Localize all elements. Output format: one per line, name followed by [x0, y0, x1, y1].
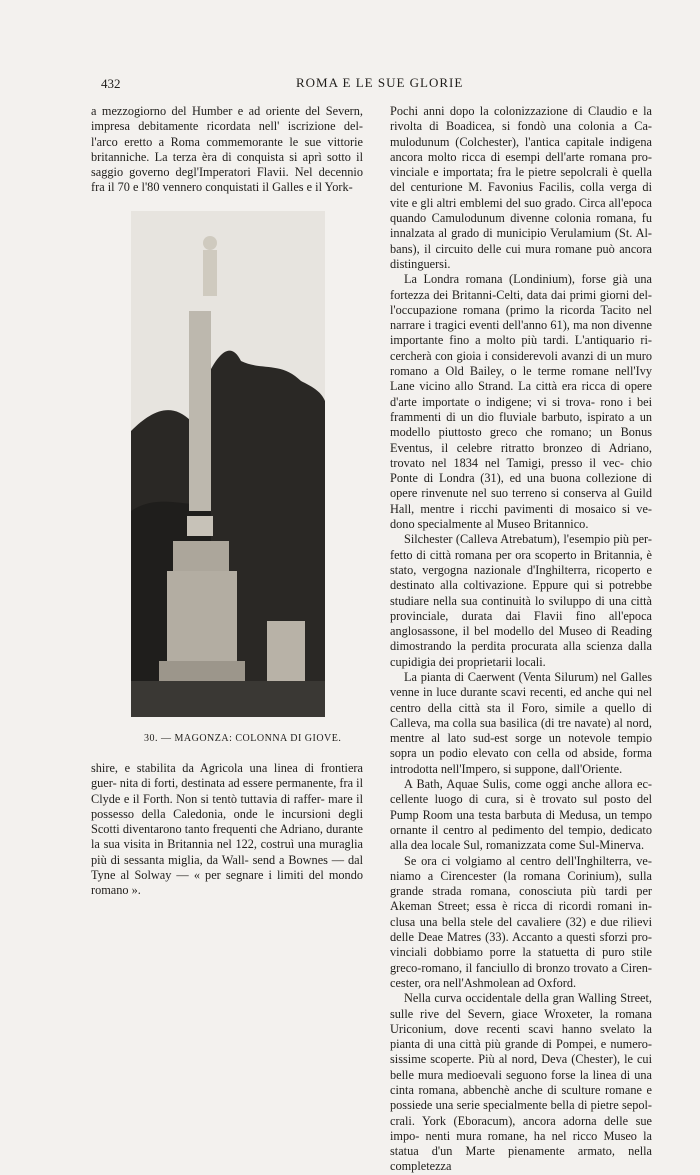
paragraph: A Bath, Aquae Sulis, come oggi anche allora ec- cellente luogo di cura, si è trovato sul posto del Pump Room una testa barbuta di Medusa, un tempo ornante il centro al pedimento del tempio, dedicato alla dea locale Sul, romanizzata come Sul-Minerva. [390, 777, 652, 853]
figure-caption: 30. — MAGONZA: COLONNA DI GIOVE. [144, 733, 342, 744]
paragraph: Nella curva occidentale della gran Walling Street, sulle rive del Severn, giace Wroxeter, la romana Uriconium, dove recenti scavi hanno svelato la pianta di una città più grande di Pompei, e numero- sissime scoperte. Più al nord, Deva (Chester), le cui belle mura medioevali seguono forse la linea di una cinta romana, abbenchè anche di sculture romane e possiede una serie specialmente bella di pietre sepol- crali. York (Eboracum), ancora adorna delle sue impo- nenti mura romane, ha nel ricco Museo la statua d'un Marte pienamente armato, nella completezza [390, 991, 652, 1174]
ground [131, 681, 325, 717]
statue [203, 236, 217, 250]
column-base [167, 571, 237, 661]
small-altar [267, 621, 305, 681]
paragraph: Pochi anni dopo la colonizzazione di Claudio e la rivolta di Boadicea, si fondò una colonia a Ca- mulodunum (Colchester), l'antica capitale indigena ancora molto ricca di esempi dell'arte romana pro- vinciale e importata; fra le pietre sepolcrali è quella del centurione M. Favonius Facilis, colla verga di vite e gli altri emblemi del suo grado. Circa all'epoca quando Camulodunum divenne colonia romana, fu innalzata al grado di municipio Verulamium (St. Al- bans), il circuito delle cui mura romane può ancora distinguersi. [390, 104, 652, 271]
paragraph: shire, e stabilita da Agricola una linea di frontiera guer- nita di forti, destinata ad essere permanente, fra il Clyde e il Forth. Non si tentò tuttavia di raffer- mare il possesso della Caledonia, onde le incursioni degli Scotti diventarono tanto frequenti che Adriano, durante la sua visita in Britannia nel 122, costruì una muraglia più di sessanta miglia, da Wall- send a Bownes — dal Tyne al Solway — « per segnare i limiti del mondo romano ». [91, 761, 363, 898]
left-column-top [91, 104, 363, 196]
paragraph: Se ora ci volgiamo al centro dell'Inghilterra, ve- niamo a Cirencester (la romana Corinium), sulla grande strada romana, conosciuta più tardi per Akeman Street; essa è ricca di ricordi romani in- clusa una bella stele del cavaliere (32) e due rilievi delle Deae Matres (33). Accanto a questi sforzi pro- vinciali dobbiamo porre la statuetta di puro stile greco-romano, il fanciullo di bronzo trovato a Ciren- cester, ora nell'Ashmolean ad Oxford. [390, 853, 652, 990]
left-column-bottom [91, 761, 363, 899]
paragraph: Silchester (Calleva Atrebatum), l'esempio più per- fetto di città romana per ora scoperto in Britannia, è stato, vergogna nazionale d'Inghilterra, ricoperto e destinato alla coltivazione. Eppure qui si potrebbe studiare nella sua continuità lo sviluppo di una città provinciale, durata dai Flavii fino all'epoca anglosassone, il bel modello del Museo di Reading dimostrando la perdita procurata alla scienza dalla cupidigia dei proprietarii locali. [390, 532, 652, 669]
column-shaft [189, 311, 211, 511]
right-column [390, 104, 652, 1175]
paragraph: La pianta di Caerwent (Venta Silurum) nel Galles venne in luce durante scavi recenti, ed anche qui nel centro della città sta il Foro, simile a quello di Calleva, ma colla sua basilica (di tre navate) al nord, mentre al lato sud-est sorge un notevole tempio sopra un podio elevato con cella od abside, forma introdotta nell'Impero, si suppone, dall'Oriente. [390, 669, 652, 776]
paragraph: a mezzogiorno del Humber e ad oriente del Severn, impresa debitamente ricordata nell' iscrizione del- l'arco eretto a Roma commemorante le sue vittorie britanniche. La terza èra di conquista si aprì sotto il saggio governo degl'Imperatori Flavii. Nel decennio fra il 70 e l'80 vennero conquistati il Galles e il York- [91, 104, 363, 195]
page-number: 432 [101, 76, 121, 91]
figure-photo [131, 211, 325, 717]
paragraph: La Londra romana (Londinium), forse già una fortezza dei Britanni-Celti, data dai primi giorni del- l'occupazione romana (primo la ricorda Tacito nel narrare i tragici eventi dell'anno 61), ma non divenne importante fino a molto più tardi. L'antiquario ri- cercherà con gioia i considerevoli avanzi di un muro romano a Old Bailey, o le terme romane nell'Ivy Lane vicino allo Strand. La città era ricca di opere d'arte importate o indigene; vi si trova- rono i bei frammenti di un dio fluviale barbuto, ispirato a un modello piuttosto greco che romano; un Bonus Eventus, il celebre ritratto bronzeo di Adriano, trovato nel 1834 nel Tamigi, presso il vec- chio Ponte di Londra (31), ed una buona collezione di opere rinvenute nel suo terreno si conserva al Guild Hall, mentre i ricchi pavimenti di mosaico si ve- dono specialmente al Museo Britannico. [390, 272, 652, 532]
column-photograph [131, 211, 325, 717]
running-title: ROMA E LE SUE GLORIE [296, 75, 464, 90]
